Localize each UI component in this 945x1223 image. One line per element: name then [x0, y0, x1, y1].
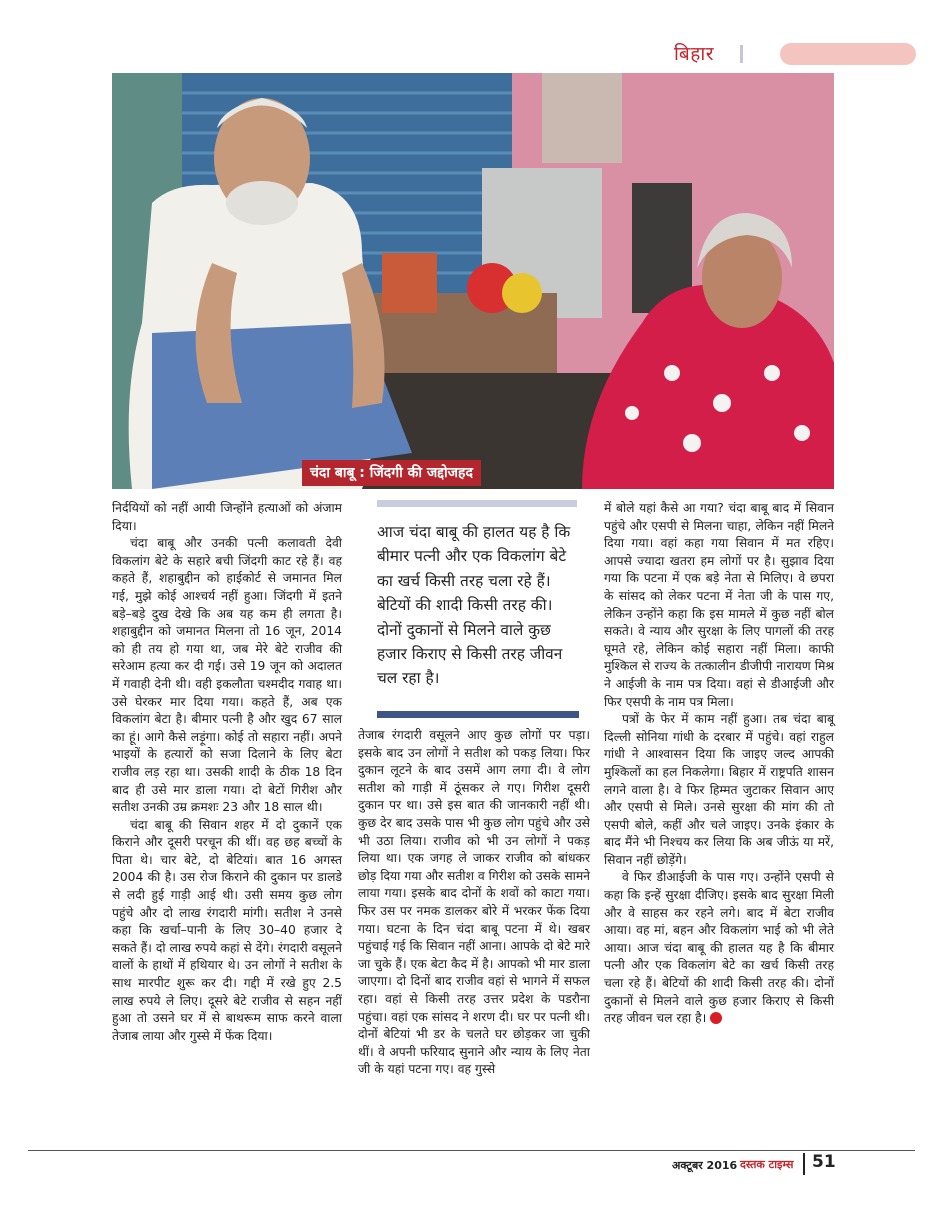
page-number: 51 — [812, 1152, 836, 1172]
header-separator — [740, 45, 743, 63]
paragraph: चंदा बाबू की सिवान शहर में दो दुकानें एक किराने और दूसरी परचून की थीं। वह छह बच्चों के पिता थे। चार बेटे, दो बेटियां। बात 16 अगस्त 2004 की है। उस रोज किराने की दुकान पर डालडे से लदी हुई गाड़ी आई थी। उसी समय कुछ लोग पहुंचे और दो लाख रंगदारी मांगी। सतीश ने उनसे कहा कि खर्चा–पानी के लिए 30–40 हजार दे सकते हैं। दो लाख रुपये कहां से देंगे। रंगदारी वसूलने वालों के हाथों में हथियार थे। उन लोगों ने सतीश के साथ मारपीट शुरू कर दी। गद्दी में रखे हुए 2.5 लाख रुपये ले लिए। दूसरे बेटे राजीव से सहन नहीं हुआ तो उसने घर में से बाथरूम साफ करने वाला तेजाब लाया और गुस्से में फेंक दिया। — [112, 817, 342, 1043]
section-title: बिहार — [674, 43, 715, 65]
footer-rule — [28, 1150, 915, 1151]
pull-quote-bottom-bar — [377, 711, 579, 718]
pull-quote: आज चंदा बाबू की हालत यह है कि बीमार पत्नी और एक विकलांग बेटे का खर्च किसी तरह चला रहे हैं। बेटियों की शादी किसी तरह की। दोनों दुकानों से मिलने वाले कुछ हजार किराए से किसी तरह जीवन चल रहा है। — [377, 523, 571, 688]
paragraph — [604, 869, 834, 1027]
pull-quote-top-bar — [377, 500, 577, 507]
paragraph: पत्रों के फेर में काम नहीं हुआ। तब चंदा बाबू दिल्ली सोनिया गांधी के दरबार में पहुंचे। वहां राहुल गांधी ने आश्वासन दिया कि जाइए जल्द आपकी मुश्किलों का हल निकलेगा। बिहार में राष्ट्रपति शासन लगने वाला है। वे फिर हिम्मत जुटाकर सिवान आए और एसपी से मिले। उनसे सुरक्षा की मांग की तो एसपी बोले, कहीं और चले जाइए। उनके इंकार के बाद मैंने भी निश्चय कर लिया कि अब जीऊं या मरें, सिवान नहीं छोड़ेंगे। — [604, 712, 834, 867]
end-mark-icon — [710, 1012, 722, 1024]
article-column-2 — [358, 727, 590, 1079]
magazine-logo: दस्तक टाइम्स — [740, 1158, 794, 1171]
photo-caption: चंदा बाबू : जिंदगी की जद्दोजहद — [302, 460, 481, 486]
issue-date: अक्टूबर 2016 — [672, 1159, 738, 1172]
header-decoration — [780, 43, 916, 65]
footer-separator — [803, 1153, 805, 1175]
paragraph: चंदा बाबू और उनकी पत्नी कलावती देवी विकलांग बेटे के सहारे बची जिंदगी काट रहे हैं। वह कहते हैं, शहाबुद्दीन को हाईकोर्ट से जमानत मिल गई, मुझे कोई आश्चर्य नहीं हुआ। जिंदगी में इतने बड़े–बड़े दुख देखे कि अब यह कम ही लगता है। शहाबुद्दीन को जमानत मिलना तो 16 जून, 2014 को ही तय हो गया था, जब मेरे बेटे राजीव की सरेआम हत्या कर दी गई। उसे 19 जून को अदालत में गवाही देनी थी। वही इकलौता चश्मदीद गवाह था। उसे घेरकर मार दिया गया। कहते हैं, अब एक विकलांग बेटा है। बीमार पत्नी है और खुद 67 साल का हूं। आगे कैसे लड़ूंगा। कोई तो सहारा नहीं। अपने भाइयों के हत्यारों को सजा दिलाने के लिए बेटा राजीव लड़ रहा था। उसकी शादी के ठीक 18 दिन बाद ही उसे मार डाला गया। दो बेटों गिरीश और सतीश उनकी उम्र क्रमशः 23 और 18 साल थी। — [112, 536, 342, 815]
paragraph: निर्दयियों को नहीं आयी जिन्होंने हत्याओं को अंजाम दिया। — [112, 501, 342, 533]
paragraph: में बोले यहां कैसे आ गया? चंदा बाबू बाद में सिवान पहुंचे और एसपी से मिलना चाहा, लेकिन नहीं मिलने दिया गया। वहां कहा गया सिवान में मत रहिए। आपसे ज्यादा खतरा हम लोगों पर है। सुझाव दिया गया कि पटना में एक बड़े नेता से मिलिए। वे छपरा के सांसद को लेकर पटना में नेता जी के पास गए, लेकिन उन्होंने कहा कि इस मामले में कुछ नहीं बोल सकते। वे न्याय और सुरक्षा के लिए पागलों की तरह घूमते रहे, लेकिन कोई सहारा नहीं मिला। काफी मुश्किल से राज्य के तत्कालीन डीजीपी नारायण मिश्र ने आईजी के नाम पत्र दिया। वहां से डीआईजी और फिर एसपी के नाम पत्र मिला। — [604, 501, 834, 709]
article-column-1 — [112, 500, 342, 1045]
paragraph-text: वे फिर डीआईजी के पास गए। उन्होंने एसपी से कहा कि इन्हें सुरक्षा दीजिए। इसके बाद सुरक्षा मिली और वे साहस कर रहने लगे। बाद में बेटा राजीव आया। वह मां, बहन और विकलांग भाई को भी लेते आया। आज चंदा बाबू की हालत यह है कि बीमार पत्नी और एक विकलांग बेटे का खर्च किसी तरह चला रहे हैं। बेटियों की शादी किसी तरह की। दोनों दुकानों से मिलने वाले कुछ हजार किराए से किसी तरह जीवन चल रहा है। — [604, 870, 834, 1026]
article-photo — [112, 73, 834, 489]
paragraph: तेजाब रंगदारी वसूलने आए कुछ लोगों पर पड़ा। इसके बाद उन लोगों ने सतीश को पकड़ लिया। फिर दुकान लूटने के बाद उसमें आग लगा दी। वे लोग सतीश को गाड़ी में ठूंसकर ले गए। गिरीश दूसरी दुकान पर था। उसे इस बात की जानकारी नहीं थी। कुछ देर बाद उसके पास भी कुछ लोग पहुंचे और उसे भी उठा लिया। राजीव को भी उन लोगों ने पकड़ लिया था। एक जगह ले जाकर राजीव को बांधकर छोड़ दिया गया और सतीश व गिरीश को उसके सामने लाया गया। इसके बाद दोनों के शवों को काटा गया। फिर उस पर नमक डालकर बोरे में भरकर फेंक दिया गया। घटना के दिन चंदा बाबू पटना में थे। खबर पहुंचाई गई कि सिवान नहीं आना। आपके दो बेटे मारे जा चुके हैं। एक बेटा कैद में है। आपको भी मार डाला जाएगा। दो दिनों बाद राजीव वहां से भागने में सफल रहा। वहां से किसी तरह उत्तर प्रदेश के पडरौना पहुंचा। वहां एक सांसद ने शरण दी। घर पर पत्नी थी। दोनों बेटियां भी डर के चलते घर छोड़कर जा चुकी थीं। वे अपनी फरियाद सुनाने और न्याय के लिए नेता जी के यहां पटना गए। वह गुस्से — [358, 728, 590, 1077]
article-column-3 — [604, 500, 834, 1028]
